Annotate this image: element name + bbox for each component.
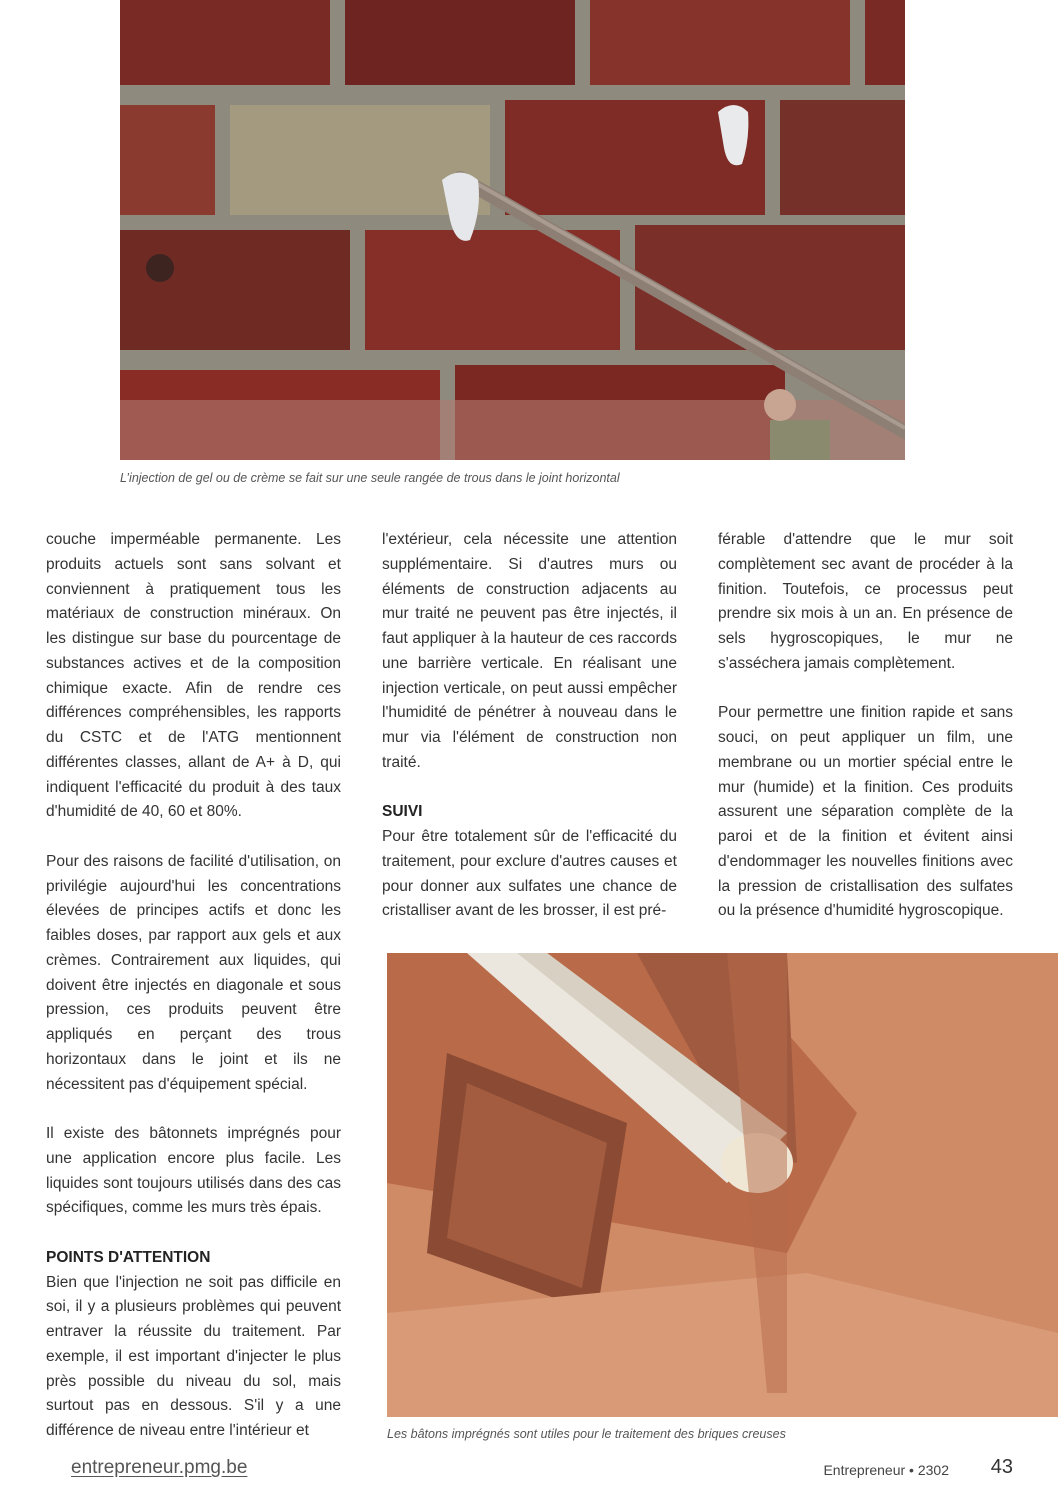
paragraph: Pour permettre une finition rapide et sans souci, on peut appliquer un film, une membrane ou un mortier spécial entre le mur (humide) et la finition. Ces produits assurent une séparation complète de la paroi et de la finition et évitent ainsi d'endommager les nouvelles finitions avec la pression de cristallisation des sulfates ou la présence d'humidité hygroscopique. bbox=[718, 704, 1013, 920]
figure-caption-bottom: Les bâtons imprégnés sont utiles pour le traitement des briques creuses bbox=[387, 1427, 786, 1441]
section-heading-suivi: SUIVI bbox=[382, 803, 423, 821]
brick-wall-illustration bbox=[120, 0, 905, 460]
paragraph: couche imperméable permanente. Les produits actuels sont sans solvant et conviennent à pratiquement tous les matériaux de construction minéraux. On les distingue sur base du pourcentage de substances actives et de la composition chimique exacte. Afin de rendre ces différences compréhensibles, les rapports du CSTC et de l'ATG mentionnent différentes classes, allant de A+ à D, qui indiquent l'efficacité du produit à des taux d'humidité de 40, 60 et 80%. bbox=[46, 531, 341, 821]
page-number: 43 bbox=[990, 1456, 1013, 1478]
text-column-2 bbox=[382, 528, 677, 949]
photo-hollow-brick-stick bbox=[387, 953, 1058, 1417]
paragraph: Bien que l'injection ne soit pas difficile en soi, il y a plusieurs problèmes qui peuvent entraver la réussite du traitement. Par exemple, il est important d'injecter le plus près possible du niveau du sol, mais surtout pas en dessous. S'il y a une différence de niveau entre l'intérieur et bbox=[46, 1273, 341, 1439]
paragraph: Pour être totalement sûr de l'efficacité du traitement, pour exclure d'autres causes et pour donner aux sulfates une chance de cristalliser avant de les brosser, il est pré- bbox=[382, 828, 677, 920]
text-column-1 bbox=[46, 528, 341, 1469]
hollow-brick-illustration bbox=[387, 953, 1058, 1417]
footer-website-link[interactable]: entrepreneur.pmg.be bbox=[71, 1457, 248, 1478]
text-column-3 bbox=[718, 528, 1013, 949]
figure-caption-top: L’injection de gel ou de crème se fait sur une seule rangée de trous dans le joint horizontal bbox=[120, 471, 620, 485]
paragraph: Il existe des bâtonnets imprégnés pour une application encore plus facile. Les liquides sont toujours utilisés dans des cas spécifiques, comme les murs très épais. bbox=[46, 1125, 341, 1217]
footer-magazine-issue: Entrepreneur • 2302 bbox=[823, 1462, 949, 1478]
photo-brick-wall-injection bbox=[120, 0, 905, 460]
paragraph: férable d'attendre que le mur soit complètement sec avant de procéder à la finition. Toutefois, ce processus peut prendre six mois à un an. En présence de sels hygroscopiques, le mur ne s'asséchera jamais complètement. bbox=[718, 531, 1013, 672]
paragraph: l'extérieur, cela nécessite une attention supplémentaire. Si d'autres murs ou éléments de construction adjacents au mur traité ne peuvent pas être injectés, il faut appliquer à la hauteur de ces raccords une barrière verticale. En réalisant une injection verticale, on peut aussi empêcher l'humidité de pénétrer à nouveau dans le mur via l'élément de construction non traité. bbox=[382, 531, 677, 771]
paragraph: Pour des raisons de facilité d'utilisation, on privilégie aujourd'hui les concentrations élevées de principes actifs et donc les faibles doses, par rapport aux gels et aux crèmes. Contrairement aux liquides, qui doivent être injectés en diagonale et sous pression, ces produits peuvent être appliqués en perçant des trous horizontaux dans le joint et ils ne nécessitent pas d'équipement spécial. bbox=[46, 852, 341, 1093]
section-heading-points-attention: POINTS D'ATTENTION bbox=[46, 1248, 211, 1266]
